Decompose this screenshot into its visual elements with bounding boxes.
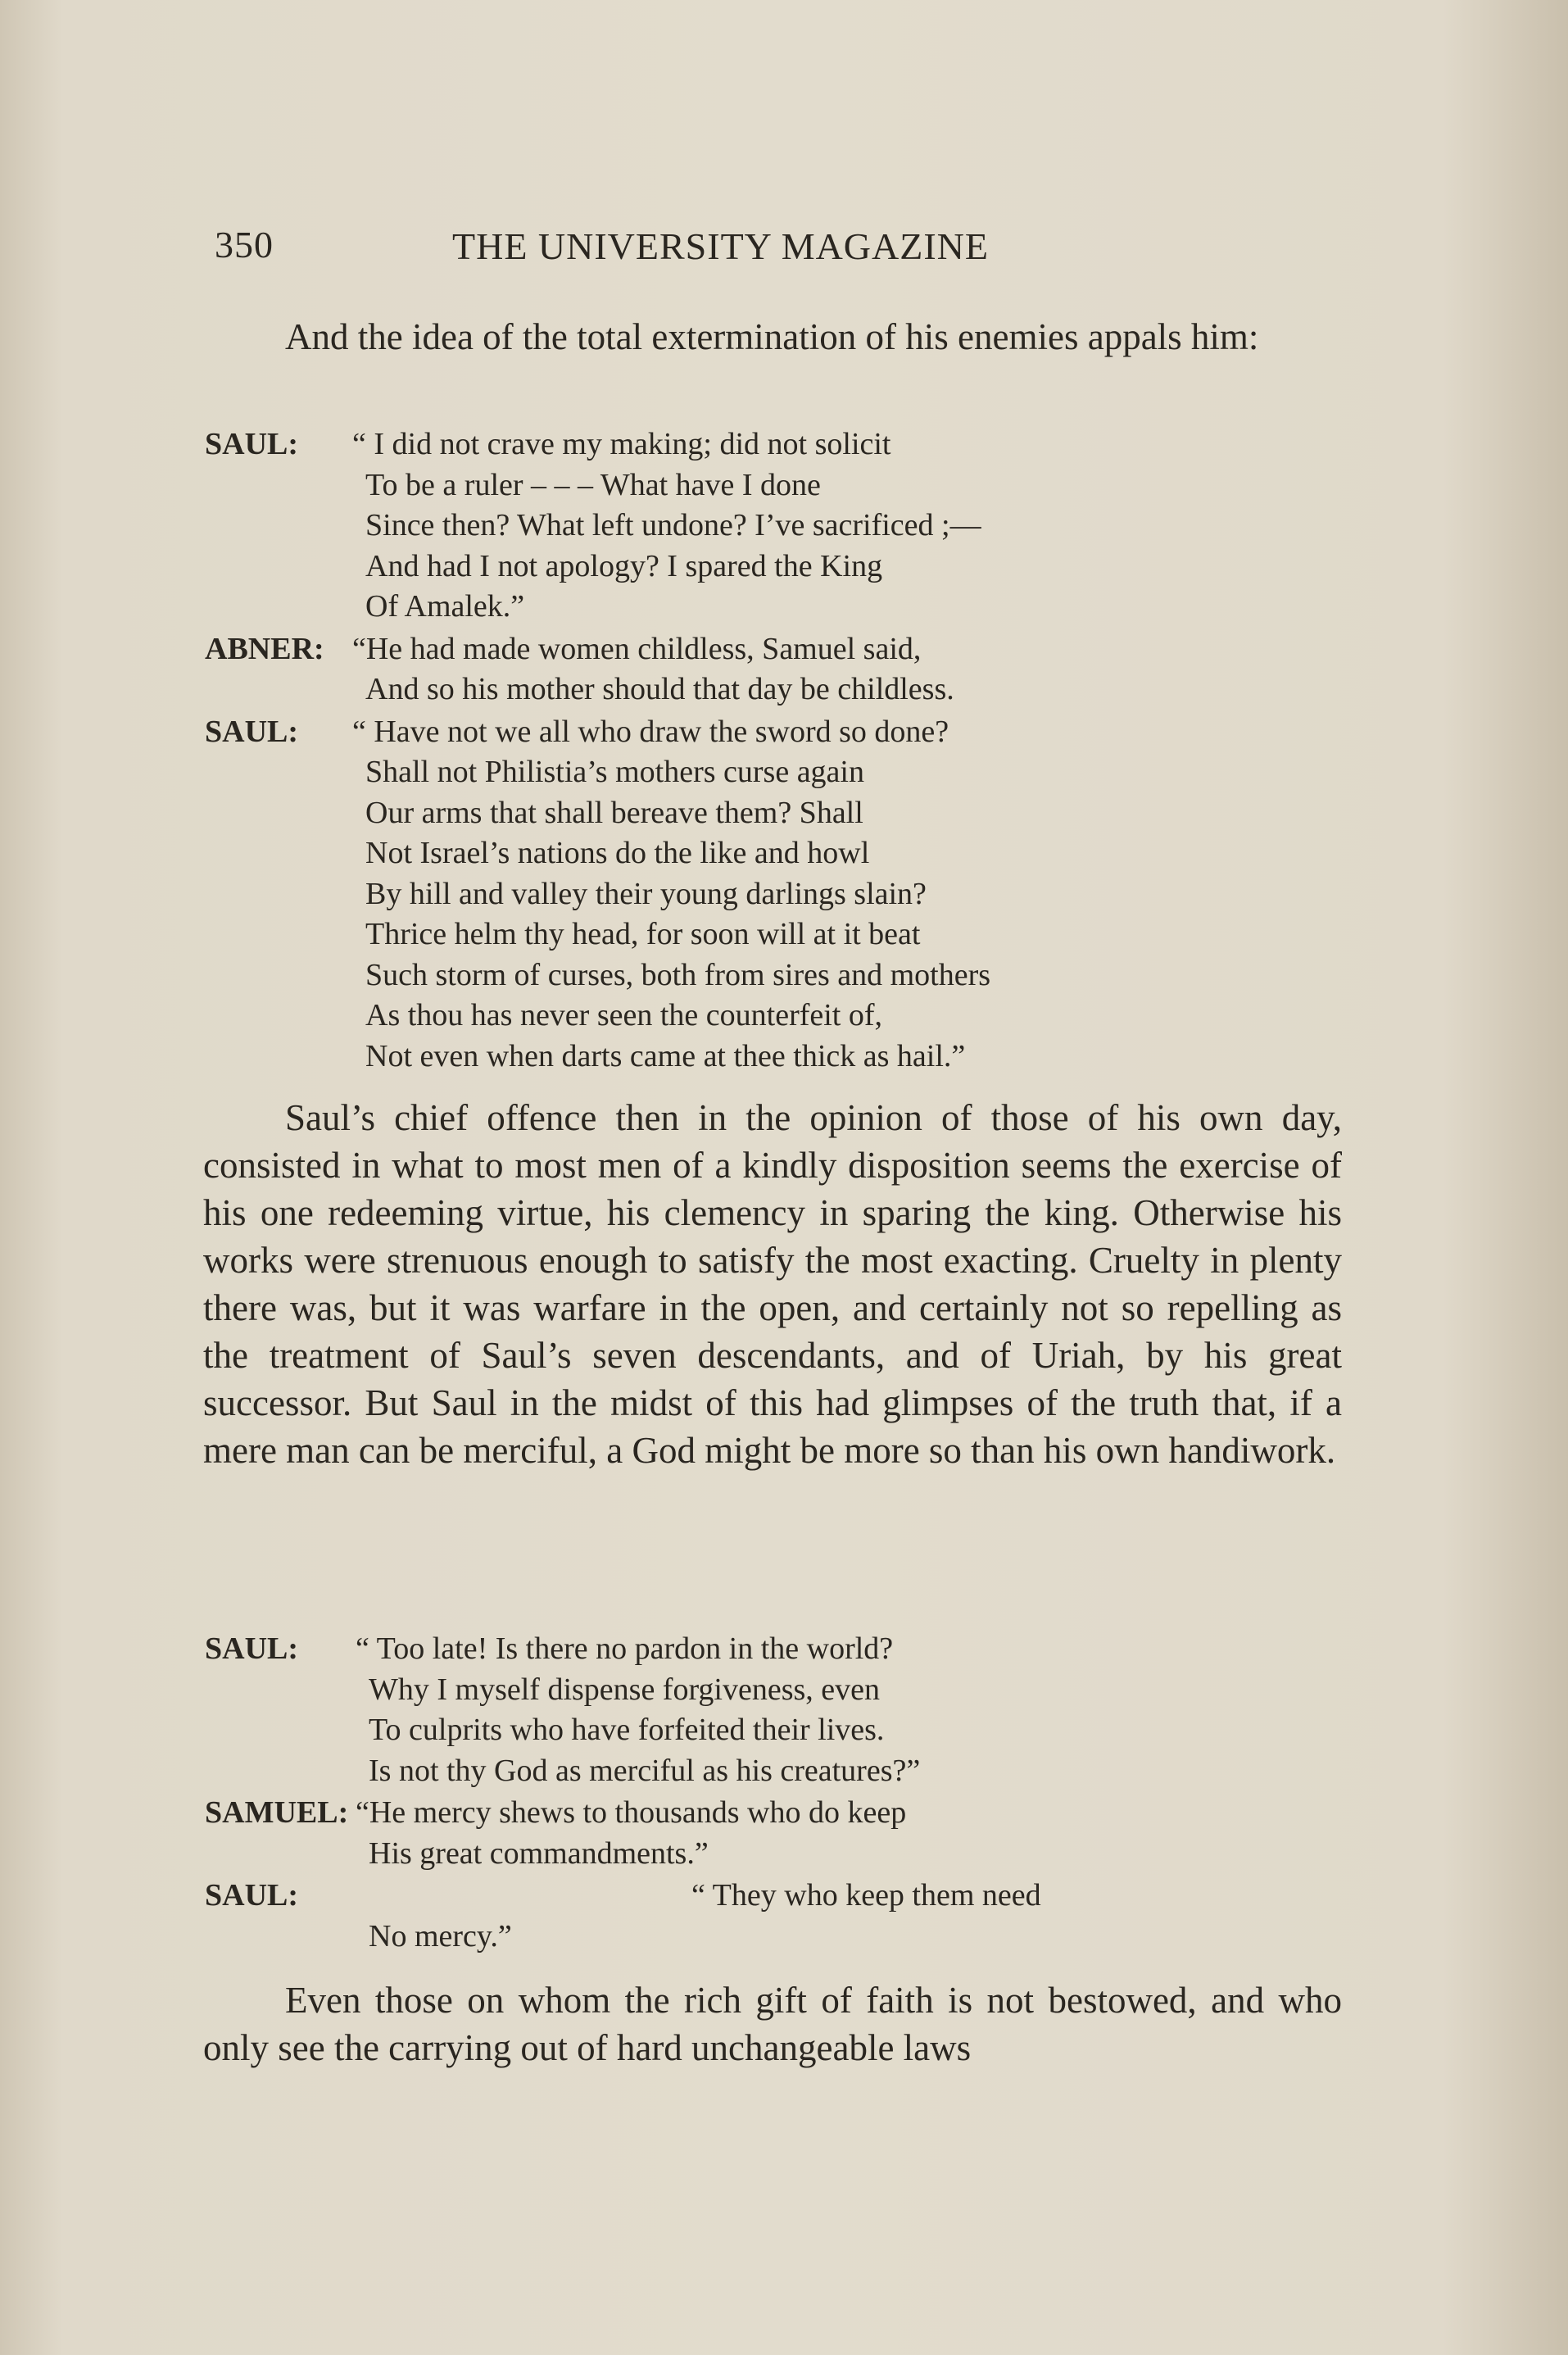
verse-line: Not even when darts came at thee thick as hail.” <box>365 1038 966 1073</box>
verse-block-2 <box>205 1629 1311 1958</box>
speech <box>205 1876 1311 1957</box>
verse-line: Thrice helm thy head, for soon will at it beat <box>365 917 921 951</box>
speech <box>205 424 1311 628</box>
verse-line: To culprits who have forfeited their lives. <box>369 1713 885 1747</box>
speaker-label: SAUL: <box>205 427 299 461</box>
verse-line: “He mercy shews to thousands who do keep <box>356 1795 907 1830</box>
speaker-label: ABNER: <box>205 631 324 666</box>
intro-paragraph: And the idea of the total extermination of his enemies appals him: <box>285 316 1259 357</box>
body-paragraph: Saul’s chief offence then in the opinion of those of his own day, consisted in what to most men of a kindly disposition seems the exercise of his one redeeming virtue, his clemency in sparing the king. Otherwise his works were strenuous enough to satisfy the most exacting. Cruelty in plenty there was, but it was warfare in the open, and certainly not so repelling as the treatment of Saul’s seven descendants, and of Uriah, by his great successor. But Saul in the midst of this had glimpses of the truth that, if a mere man can be merciful, a God might be more so than his own handiwork. <box>203 1097 1342 1471</box>
verse-line: Since then? What left undone? I’ve sacrificed ;— <box>365 508 981 542</box>
speech <box>205 1629 1311 1791</box>
speech <box>205 629 1311 710</box>
page-number: 350 <box>215 224 274 265</box>
speech-lines <box>356 1629 1270 1791</box>
speaker-label: SAUL: <box>205 714 299 749</box>
closing-paragraph-block <box>203 1976 1342 2071</box>
verse-line: Of Amalek.” <box>365 589 525 624</box>
speech-lines <box>356 1793 1270 1874</box>
verse-line: Why I myself dispense forgiveness, even <box>369 1672 881 1707</box>
closing-paragraph: Even those on whom the rich gift of faith is not bestowed, and who only see the carrying out of hard unchangeable laws <box>203 1980 1342 2068</box>
verse-line: Such storm of curses, both from sires and mothers <box>365 957 991 992</box>
verse-line: Shall not Philistia’s mothers curse again <box>365 755 864 789</box>
verse-line: To be a ruler – – – What have I done <box>365 467 821 502</box>
running-title: THE UNIVERSITY MAGAZINE <box>452 225 989 267</box>
verse-line: And so his mother should that day be childless. <box>365 672 954 706</box>
intro-paragraph-block <box>203 313 1342 361</box>
body-paragraph-block <box>203 1094 1342 1474</box>
verse-line: His great commandments.” <box>369 1835 709 1871</box>
speaker-label: SAMUEL: <box>205 1795 349 1830</box>
running-head <box>215 223 1091 280</box>
verse-line: “ Have not we all who draw the sword so done? <box>352 714 949 749</box>
verse-line: “ They who keep them need <box>691 1878 1041 1913</box>
verse-line: “ I did not crave my making; did not solicit <box>352 427 891 461</box>
verse-line: And had I not apology? I spared the King <box>365 548 883 583</box>
speech-lines <box>369 1876 1270 1957</box>
verse-line: No mercy.” <box>369 1918 512 1953</box>
verse-line: Is not thy God as merciful as his creatures?” <box>369 1753 921 1788</box>
speech-lines <box>352 629 1267 710</box>
verse-line: As thou has never seen the counterfeit of, <box>365 998 883 1032</box>
verse-line: Our arms that shall bereave them? Shall <box>365 795 863 830</box>
speaker-label: SAUL: <box>205 1631 299 1666</box>
verse-block-1 <box>205 424 1311 1078</box>
verse-line: Not Israel’s nations do the like and howl <box>365 836 870 870</box>
verse-line: By hill and valley their young darlings slain? <box>365 876 927 911</box>
speech-lines <box>352 424 1267 628</box>
verse-line: “He had made women childless, Samuel said, <box>352 631 922 666</box>
speech <box>205 1793 1311 1874</box>
speaker-label: SAUL: <box>205 1878 299 1913</box>
speech-lines <box>352 712 1267 1078</box>
verse-line: “ Too late! Is there no pardon in the world? <box>356 1631 894 1666</box>
speech <box>205 712 1311 1078</box>
